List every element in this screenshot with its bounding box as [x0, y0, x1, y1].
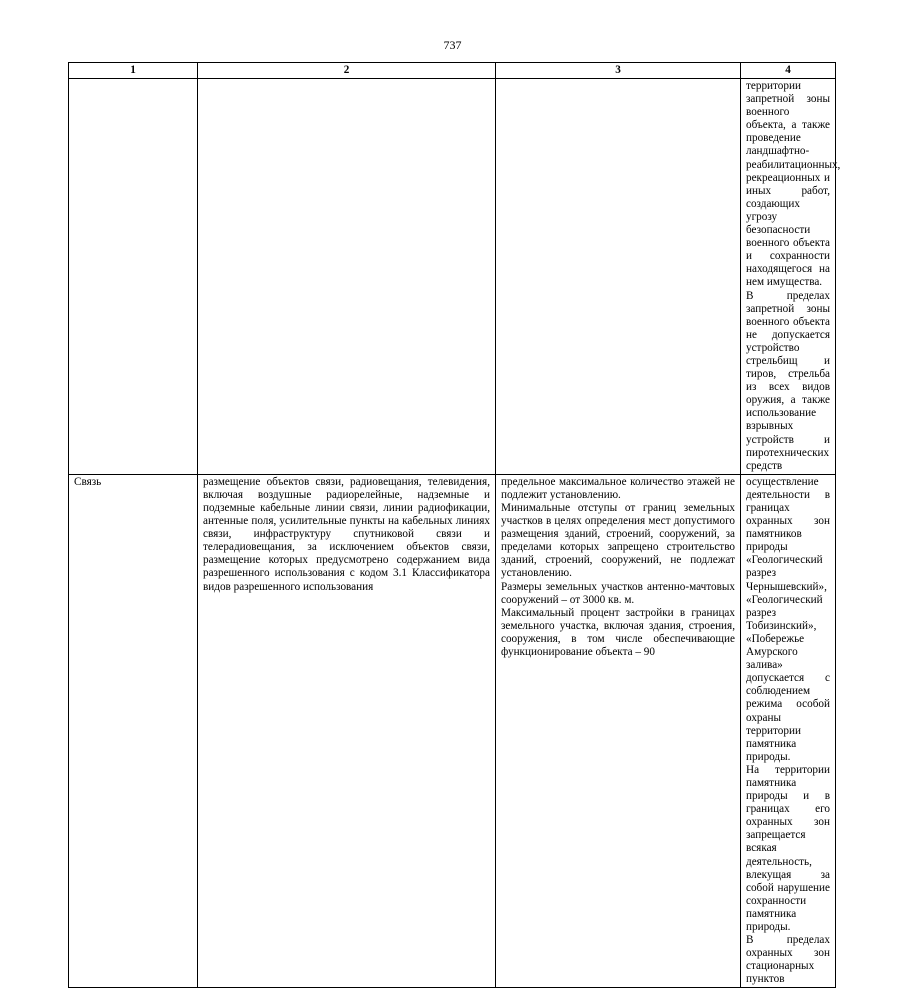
cell-svyaz-type: Связь: [69, 474, 198, 988]
paragraph-prohibited-activity: На территории памятника природы и в границах его охранных зон запрещается всякая деятельность, влекущая за собой нарушение сохранности памятника природы.: [746, 763, 830, 933]
paragraph-prohibited-zone: В пределах запретной зоны военного объекта не допускается устройство стрельбищ и тиров, стрельба из всех видов оружия, а также использование взрывных устройств и пиротехнических средств: [746, 289, 830, 472]
cell-continuation-col1: [69, 79, 198, 475]
cell-continuation-col2: [198, 79, 496, 475]
cell-continuation-col3: [496, 79, 741, 475]
cell-svyaz-restrictions: [741, 474, 836, 988]
cell-continuation-col4: [741, 79, 841, 475]
cell-svyaz-parameters: [496, 474, 741, 988]
table-row-continuation: [69, 79, 836, 475]
paragraph-floors: предельное максимальное количество этажей не подлежит установлению.: [501, 475, 735, 501]
column-header-2: 2: [198, 63, 496, 79]
column-header-3: 3: [496, 63, 741, 79]
page-number: 737: [443, 38, 462, 52]
land-use-table: [68, 62, 841, 988]
column-header-4: 4: [741, 63, 836, 79]
paragraph-restrictions: территории запретной зоны военного объекта, а также проведение ландшафтно-реабилитационных, рекреационных и иных работ, создающих угрозу безопасности военного объекта и сохранности находящегося на нем имущества.: [746, 80, 841, 289]
paragraph-protected-zones: осуществление деятельности в границах охранных зон памятников природы «Геологический разрез Чернышевский», «Геологический разрез Тобизинский», «Побережье Амурского залива» допускается с соблюдением режима особой охраны территории памятника природы.: [746, 475, 830, 763]
paragraph-setbacks: Минимальные отступы от границ земельных участков в целях определения мест допустимого размещения зданий, строений, сооружений, за пределами которых запрещено строительство зданий, строений, сооружений, не подлежат установлению.: [501, 502, 735, 580]
paragraph-build-percent: Максимальный процент застройки в границах земельного участка, включая здания, строения, сооружения, в том числе обеспечивающие функционирование объекта – 90: [501, 606, 735, 659]
column-header-1: 1: [69, 63, 198, 79]
paragraph-plot-size: Размеры земельных участков антенно-мачтовых сооружений – от 3000 кв. м.: [501, 580, 735, 606]
paragraph-stationary-points: В пределах охранных зон стационарных пунктов: [746, 934, 830, 986]
header-row: [69, 63, 836, 79]
table-row-svyaz: [69, 474, 836, 988]
cell-svyaz-description: размещение объектов связи, радиовещания, телевидения, включая воздушные радиорелейные, надземные и подземные кабельные линии связи, линии радиофикации, антенные поля, усилительные пункты на кабельных линиях связи, инфраструктуру спутниковой связи и телерадиовещания, за исключением объектов связи, размещение которых предусмотрено содержанием вида разрешенного использования с кодом 3.1 Классификатора видов разрешенного использования: [198, 474, 496, 988]
